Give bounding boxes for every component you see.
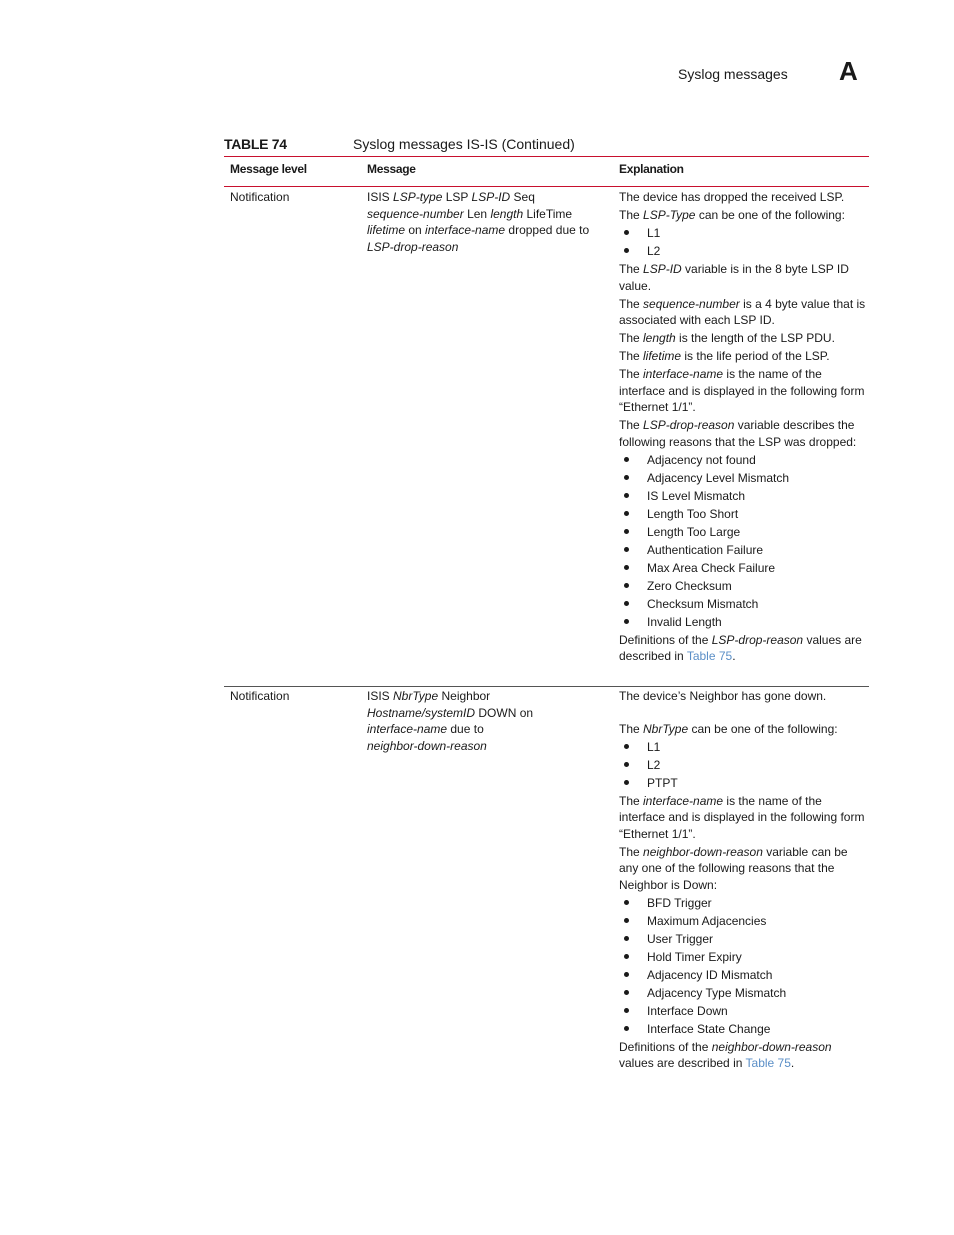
row1-interface-desc: The interface-name is the name of the interface and is displayed in the following form “Ethernet 1/1”.	[619, 367, 865, 414]
list-item: Maximum Adjacencies	[619, 913, 867, 930]
row1-level: Notification	[230, 190, 290, 204]
list-item: Adjacency ID Mismatch	[619, 967, 867, 984]
row1-seq-desc: The sequence-number is a 4 byte value that is associated with each LSP ID.	[619, 296, 866, 327]
row1-explanation	[619, 189, 867, 666]
row1-drop-reason-intro: The LSP-drop-reason variable describes the following reasons that the LSP was dropped:	[619, 418, 857, 449]
column-header-message: Message	[367, 162, 416, 176]
row2-message: ISIS NbrType Neighbor Hostname/systemID DOWN on interface-name due to neighbor-down-reason	[367, 689, 534, 753]
list-item: Adjacency Level Mismatch	[619, 470, 867, 487]
row1-lsp-id-desc: The LSP-ID variable is in the 8 byte LSP ID value.	[619, 262, 849, 293]
list-item: IS Level Mismatch	[619, 488, 867, 505]
row1-lsp-type-intro: The LSP-Type can be one of the following:	[619, 208, 845, 222]
row2-summary: The device’s Neighbor has gone down.	[619, 689, 827, 703]
row-divider	[224, 686, 869, 687]
row1-drop-reason-list	[619, 452, 867, 631]
list-item: Invalid Length	[619, 614, 867, 631]
list-item: PTPT	[619, 775, 867, 792]
list-item: L2	[619, 243, 867, 260]
row2-interface-desc: The interface-name is the name of the interface and is displayed in the following form “Ethernet 1/1”.	[619, 793, 865, 841]
list-item: Length Too Large	[619, 524, 867, 541]
table-75-link[interactable]: Table 75	[745, 1056, 791, 1070]
appendix-letter: A	[839, 56, 858, 86]
row2-level: Notification	[230, 689, 290, 703]
row1-lsp-type-list	[619, 225, 867, 260]
list-item: Adjacency not found	[619, 452, 867, 469]
header-bottom-rule	[224, 186, 869, 187]
list-item: Interface State Change	[619, 1021, 867, 1038]
column-header-message-level: Message level	[230, 162, 307, 176]
list-item: L1	[619, 225, 867, 242]
list-item: BFD Trigger	[619, 895, 867, 912]
list-item: Max Area Check Failure	[619, 560, 867, 577]
list-item: User Trigger	[619, 931, 867, 948]
row1-summary: The device has dropped the received LSP.	[619, 190, 845, 204]
table-75-link[interactable]: Table 75	[686, 649, 733, 663]
list-item: Hold Timer Expiry	[619, 949, 867, 966]
row2-definitions-note: Definitions of the neighbor-down-reason values are described in Table 75.	[619, 1039, 832, 1070]
list-item: L1	[619, 739, 867, 756]
table-title: Syslog messages IS-IS (Continued)	[353, 136, 575, 152]
row2-nbr-type-list	[619, 739, 867, 792]
list-item: Checksum Mismatch	[619, 596, 867, 613]
table-label: TABLE 74	[224, 136, 287, 152]
list-item: Authentication Failure	[619, 542, 867, 559]
row2-down-reason-intro: The neighbor-down-reason variable can be any one of the following reasons that the Neighbor is Down:	[619, 844, 848, 892]
table-caption	[224, 134, 869, 154]
table-top-rule	[224, 156, 869, 157]
column-header-explanation: Explanation	[619, 162, 684, 176]
list-item: Interface Down	[619, 1003, 867, 1020]
running-header-title: Syslog messages	[678, 66, 788, 82]
row1-lifetime-desc: The lifetime is the life period of the LSP.	[619, 349, 830, 363]
row1-message: ISIS LSP-type LSP LSP-ID Seq sequence-number Len length LifeTime lifetime on interface-name dropped due to LSP-drop-reason	[367, 190, 590, 254]
row1-definitions-note: Definitions of the LSP-drop-reason values are described in Table 75.	[619, 632, 862, 663]
row2-down-reason-list	[619, 895, 867, 1038]
list-item: Length Too Short	[619, 506, 867, 523]
row2-explanation	[619, 688, 867, 1073]
list-item: L2	[619, 757, 867, 774]
row1-length-desc: The length is the length of the LSP PDU.	[619, 331, 835, 345]
list-item: Adjacency Type Mismatch	[619, 985, 867, 1002]
row2-nbr-type-intro: The NbrType can be one of the following:	[619, 721, 838, 736]
list-item: Zero Checksum	[619, 578, 867, 595]
